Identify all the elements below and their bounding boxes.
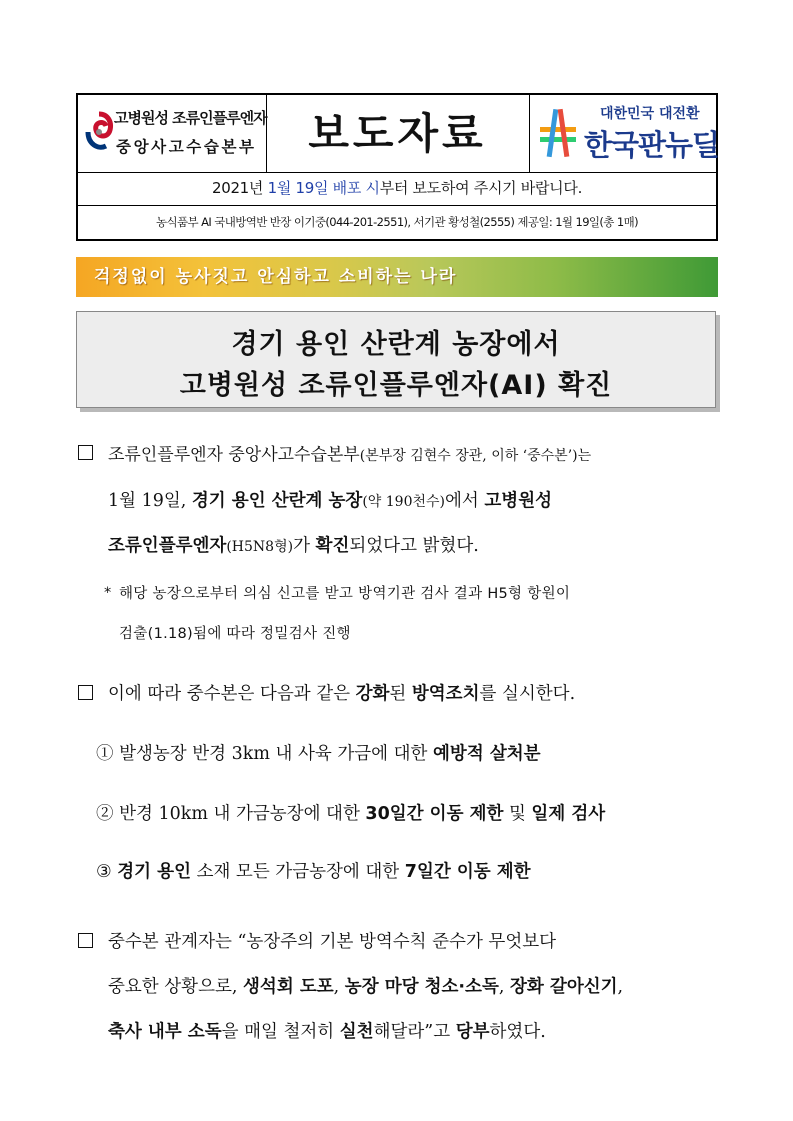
checkbox-bullet-icon [78,685,93,700]
checkbox-bullet-icon [78,933,93,948]
s3-lime: 생석회 도포 [243,977,334,997]
s1-subject: 조류인플루엔자 중앙사고수습본부 [108,445,360,465]
org-name-bottom: 중앙사고수습본부 [116,138,257,156]
section1-line3 [108,532,479,557]
measure-text: 반경 10km 내 가금농장에 대한 [119,804,366,824]
org-logo-cell [78,95,267,172]
measure-bold: 경기 용인 [117,862,191,882]
release-suffix: 부터 보도하여 주시기 바랍니다. [379,179,583,197]
press-release-title: 보도자료 [308,109,487,158]
s1-hpai: 고병원성 [484,491,553,511]
checkbox-bullet-icon [78,445,93,460]
s1-date: 1월 19일, [108,491,192,511]
s3-boots: 장화 갈아신기 [510,977,618,997]
s3-comma1: , [333,977,345,997]
section3-line3 [108,1018,546,1043]
s3-comma3: , [617,977,624,997]
measure-item-3 [96,858,531,883]
measure-item-1 [96,740,541,765]
s2-intro: 이에 따라 중수본은 다음과 같은 [108,684,356,704]
newdeal-emblem-icon [538,107,578,159]
footnote-line2: 검출(1.18)됨에 따라 정밀검사 진행 [119,626,351,642]
headline-box [76,311,716,408]
s3-yard: 농장 마당 청소·소독 [344,977,499,997]
s2-strengthened: 강화 [355,684,390,704]
section1-line2 [108,487,552,512]
measure-text: 발생농장 반경 3km 내 사육 가금에 대한 [119,744,434,764]
section3-line2 [108,973,623,998]
release-date: 1월 19일 배포 시 [267,179,380,197]
measure-number: ③ [96,862,112,882]
s1-subject-paren: (본부장 김현수 장관, 이하 ‘중수본’)는 [359,448,592,464]
s1-end: 되었다고 밝혔다. [349,536,479,556]
measure-number: ② [96,804,114,824]
measure-item-2 [96,800,605,825]
s1-ga: 가 [293,536,316,556]
footnote-mark: * [104,585,112,601]
s2-end: 를 실시한다. [479,684,576,704]
measure-bold: 30일간 이동 제한 [365,804,504,824]
slogan-banner [76,257,718,297]
measure-bold-2: 일제 검사 [531,804,606,824]
headline-line-2: 고병원성 조류인플루엔자(AI) 확진 [179,370,613,401]
section2-line1 [108,680,575,705]
s1-ai: 조류인플루엔자 [108,536,227,556]
slogan-main: 한국판뉴딜 [584,128,720,162]
measure-and: 및 [503,804,532,824]
s3-comma2: , [498,977,511,997]
s1-strain: (H5N8형) [226,539,294,555]
measure-bold-2: 7일간 이동 제한 [404,862,531,882]
banner-text: 걱정없이 농사짓고 안심하고 소비하는 나라 [94,267,458,287]
s2-measures: 방역조치 [411,684,480,704]
s3-important: 중요한 상황으로, [108,977,244,997]
org-name-top: 고병원성 조류인플루엔자 [114,109,267,127]
section3-line1: 중수본 관계자는 “농장주의 기본 방역수칙 준수가 무엇보다 [108,932,557,952]
s3-daily: 을 매일 철저히 [221,1022,340,1042]
s3-asked: 해달라”고 [373,1022,456,1042]
header-top-row [78,95,720,173]
headline-line-1: 경기 용인 산란계 농장에서 [231,329,561,360]
s3-barn: 축사 내부 소독 [108,1022,222,1042]
government-emblem-icon [84,110,114,152]
release-notice [78,172,716,206]
newdeal-logo-cell [529,95,720,172]
press-header-table [76,93,718,241]
s3-end: 하였다. [489,1022,546,1042]
s1-location: 경기 용인 산란계 농장 [191,491,363,511]
measure-text: 소재 모든 가금농장에 대한 [191,862,405,882]
s1-confirmed: 확진 [315,536,350,556]
release-year: 2021년 [211,179,268,197]
footnote-line1: 해당 농장으로부터 의심 신고를 받고 방역기관 검사 결과 H5형 항원이 [119,586,571,602]
s3-urge: 당부 [455,1022,490,1042]
s1-count: (약 190천수) [362,494,446,510]
measure-bold: 예방적 살처분 [433,744,541,764]
contact-info: 농식품부 AI 국내방역반 반장 이기중(044-201-2551), 서기관 황성철(2555) 제공일: 1월 19일(총 1매) [155,215,638,229]
s2-doen: 된 [389,684,412,704]
s3-practice: 실천 [339,1022,374,1042]
s1-at: 에서 [445,491,485,511]
section1-line1 [108,440,591,465]
slogan-small: 대한민국 대전환 [600,106,700,122]
measure-number: ① [96,744,114,764]
